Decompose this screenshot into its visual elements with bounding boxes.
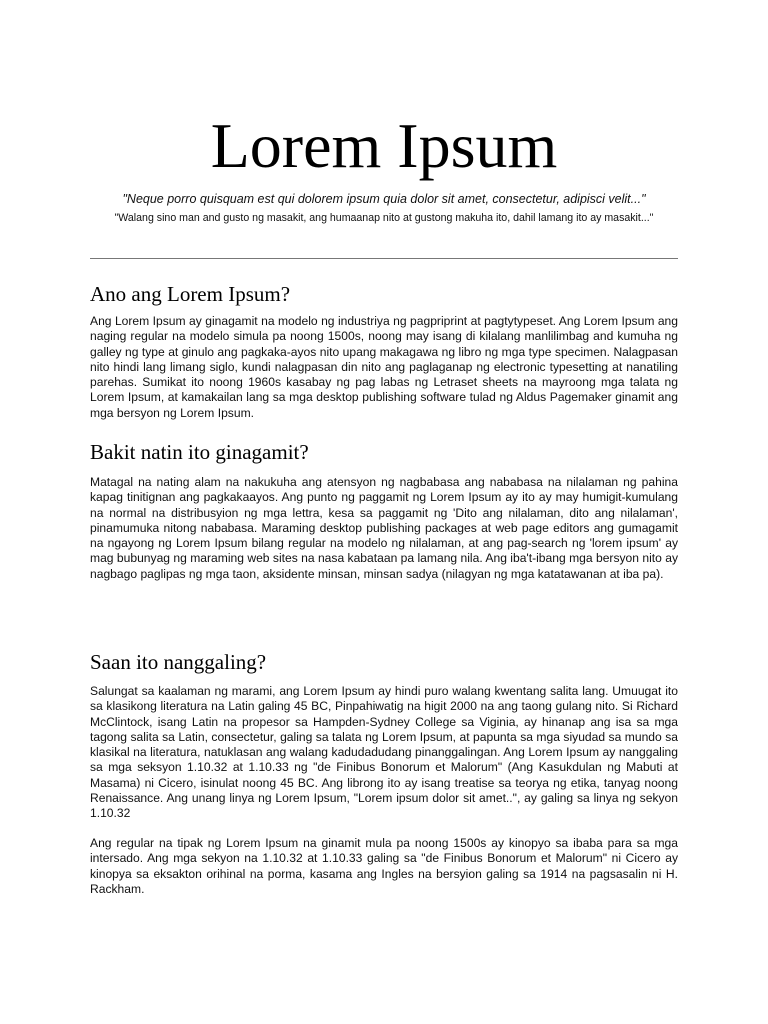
latin-quote: "Neque porro quisquam est qui dolorem ipsum quia dolor sit amet, consectetur, adipisci velit..."	[122, 192, 646, 206]
section-paragraph: Ang regular na tipak ng Lorem Ipsum na ginamit mula pa noong 1500s ay kinopyo sa ibaba para sa mga intersado. Ang mga sekyon na 1.10.32 at 1.10.33 galing sa "de Finibus Bonorum et Malorum" ni Cicero ay kinopya sa eksakton orihinal na porma, kasama ang Ingles na bersyion galing sa 1914 na pagsasalin ni H. Rackham.	[90, 836, 678, 896]
page-title: Lorem Ipsum	[210, 110, 558, 181]
header-divider	[90, 258, 678, 259]
section-heading-ano: Ano ang Lorem Ipsum?	[90, 282, 291, 306]
section-paragraph: Ang Lorem Ipsum ay ginagamit na modelo ng industriya ng pagpriprint at pagtytypeset. Ang Lorem Ipsum ang naging regular na modelo simula pa noong 1500s, noong may isang di kilalang manlilimbag and kumuha ng galley ng type at ginulo ang pagkaka-ayos nito upang makagawa ng libro ng mga type specimen. Nalagpasan nito hindi lang limang siglo, kundi nalagpasan din nito ang paglaganap ng electronic typesetting at nanatiling parehas. Sumikat ito noong 1960s kasabay ng pag labas ng Letraset sheets na mayroong mga talata ng Lorem Ipsum, at kamakailan lang sa mga desktop publishing software tulad ng Aldus Pagemaker ginamit ang mga bersyon ng Lorem Ipsum.	[90, 314, 678, 420]
section-paragraph: Matagal na nating alam na nakukuha ang atensyon ng nagbabasa ang nababasa na nilalaman ng pahina kapag tinitignan ang pagkakaayos. Ang punto ng paggamit ng Lorem Ipsum ay ito ay may humigit-kumulang na normal na distribusyion ng mga lettra, kesa sa paggamit ng 'Dito ang nilalaman, dito ang nilalaman', pinamumuka nitong nababasa. Maraming desktop publishing packages at web page editors ang gumagamit na ngayong ng Lorem Ipsum bilang regular na modelo ng nilalaman, at ang pag-search ng 'lorem ipsum' ay mag bubunyag ng maraming web sites na nasa kabataan pa lamang nila. Ang iba't-ibang mga bersyon nito ay nagbago paglipas ng mga taon, aksidente minsan, minsan sadya (nilagyan ng mga katatawanan at iba pa).	[90, 475, 678, 581]
section-paragraph: Salungat sa kaalaman ng marami, ang Lorem Ipsum ay hindi puro walang kwentang salita lang. Umuugat ito sa klasikong literatura na Latin galing 45 BC, Pinpahiwatig na higit 2000 na ang taong gulang nito. Si Richard McClintock, isang Latin na propesor sa Hampden-Sydney College sa Viginia, ay hinanap ang isa sa mga tagong salita sa Latin, consectetur, galing sa talata ng Lorem Ipsum, at papunta sa mga siyudad sa mundo sa klasikal na literatura, natuklasan ang walang kadudadudang pinanggalingan. Ang Lorem Ipsum ay nanggaling sa mga seksyon 1.10.32 at 1.10.33 ng "de Finibus Bonorum et Malorum" (Ang Kasukdulan ng Mabuti at Masama) ni Cicero, isinulat noong 45 BC. Ang librong ito ay isang treatise sa teorya ng etika, tanyag noong Renaissance. Ang unang linya ng Lorem Ipsum, "Lorem ipsum dolor sit amet..", ay galing sa linya ng sekyon 1.10.32	[90, 684, 678, 821]
section-heading-saan: Saan ito nanggaling?	[90, 650, 267, 674]
section-heading-bakit: Bakit natin ito ginagamit?	[90, 440, 309, 464]
quote-translation: "Walang sino man and gusto ng masakit, ang humaanap nito at gustong makuha ito, dahil lamang ito ay masakit..."	[114, 212, 654, 224]
